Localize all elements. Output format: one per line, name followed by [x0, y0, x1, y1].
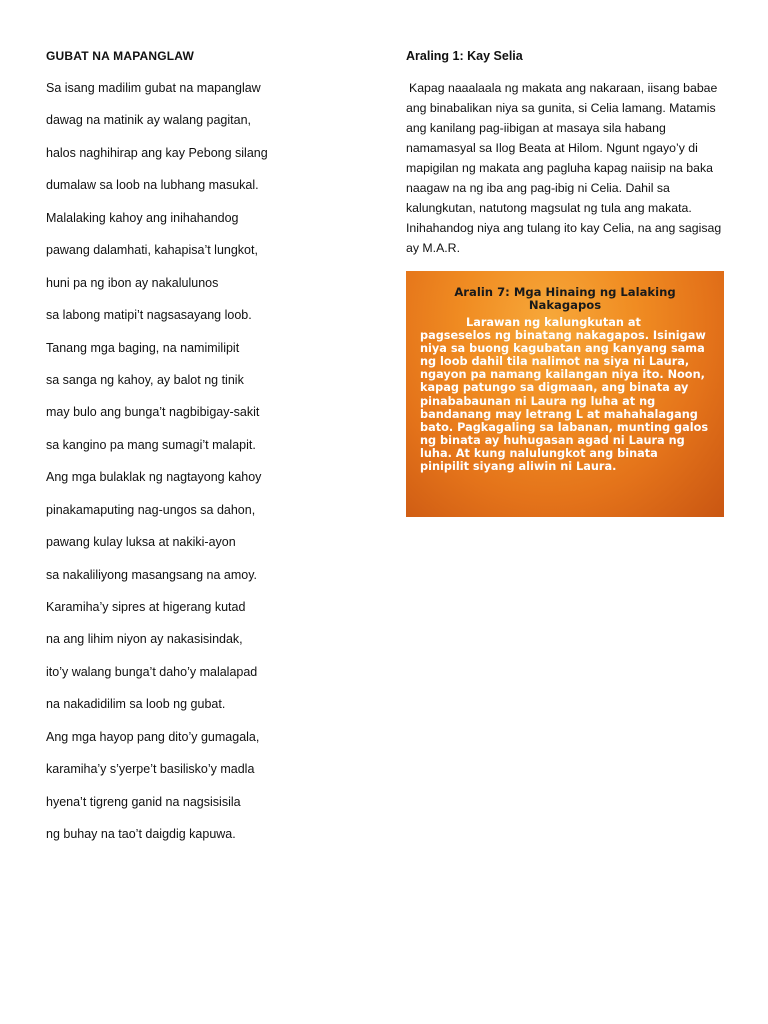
poem-line: hyena’t tigreng ganid na nagsisisila	[46, 794, 241, 809]
lesson-paragraph: Kapag naaalaala ng makata ang nakaraan, iisang babae ang binabalikan niya sa gunita, si Celia lamang. Matamis ang kanilang pag-iibigan at masaya sila habang namamasyal sa Ilog Beata at Hilom. Ngunt ngayo’y di mapigilan ng makata ang pagluha kapag naiisip na baka naagaw na ng iba ang pag-ibig ni Celia. Dahil sa kalungkutan, natutong magsulat ng tula ang makata. Inihahandog niya ang tulang ito kay Celia, na ang sagisag ay M.A.R.	[406, 81, 722, 255]
poem-line: halos naghihirap ang kay Pebong silang	[46, 145, 268, 160]
poem-line: dumalaw sa loob na lubhang masukal.	[46, 178, 259, 193]
poem-line: sa nakaliliyong masangsang na amoy.	[46, 567, 258, 582]
poem-line: ito’y walang bunga’t daho’y malalapad	[46, 664, 258, 679]
poem-line: na nakadidilim sa loob ng gubat.	[46, 697, 226, 712]
poem-title: GUBAT NA MAPANGLAW	[46, 49, 195, 63]
poem-line: huni pa ng ibon ay nakalulunos	[46, 275, 219, 290]
poem-line: may bulo ang bunga’t nagbibigay-sakit	[46, 405, 260, 420]
slide-body	[420, 316, 710, 473]
poem-line: sa kangino pa mang sumagi’t malapit.	[46, 437, 256, 452]
poem-column	[46, 46, 366, 857]
poem-line: Ang mga bulaklak ng nagtayong kahoy	[46, 470, 262, 485]
poem-line: Tanang mga baging, na namimilipit	[46, 340, 240, 355]
poem-line: na ang lihim niyon ay nakasisindak,	[46, 632, 243, 647]
poem-line: pawang dalamhati, kahapisa’t lungkot,	[46, 243, 258, 258]
slide-title: Aralin 7: Mga Hinaing ng Lalaking Nakagapos	[454, 285, 676, 312]
poem-line: Malalaking kahoy ang inihahandog	[46, 210, 239, 225]
poem-line: pawang kulay luksa at nakiki-ayon	[46, 535, 236, 550]
poem-line: sa labong matipi’t nagsasayang loob.	[46, 308, 252, 323]
poem-line: Ang mga hayop pang dito’y gumagala,	[46, 729, 260, 744]
poem-line: ng buhay na tao’t daigdig kapuwa.	[46, 827, 236, 842]
poem-line: karamiha’y s’yerpe’t basilisko’y madla	[46, 762, 255, 777]
poem-body	[46, 78, 366, 857]
poem-line: Sa isang madilim gubat na mapanglaw	[46, 81, 261, 95]
lesson-title: Araling 1: Kay Selia	[406, 49, 523, 63]
poem-line: pinakamaputing nag-ungos sa dahon,	[46, 502, 256, 517]
poem-line: Karamiha’y sipres at higerang kutad	[46, 600, 246, 614]
slide-body-text: Larawan ng kalungkutan at pagseselos ng binatang nakagapos. Isinigaw niya sa buong kagubatan ang kanyang sama ng loob dahil tila nalimot na siya ni Laura, ngayon pa namang kailangan niya ito. Noon, kapag patungo sa digmaan, ang binata ay pinababaunan ni Laura ng luha at ng bandanang may letrang L at mahahalagang bato. Pagkagaling sa labanan, munting galos ng binata ay huhugasan agad ni Laura ng luha. At kung nalulungkot ang binata pinipilit siyang aliwin ni Laura.	[420, 316, 709, 474]
lesson-column	[406, 46, 726, 258]
poem-line: dawag na matinik ay walang pagitan,	[46, 113, 251, 128]
lesson-slide-image	[406, 271, 724, 517]
poem-line: sa sanga ng kahoy, ay balot ng tinik	[46, 372, 244, 387]
